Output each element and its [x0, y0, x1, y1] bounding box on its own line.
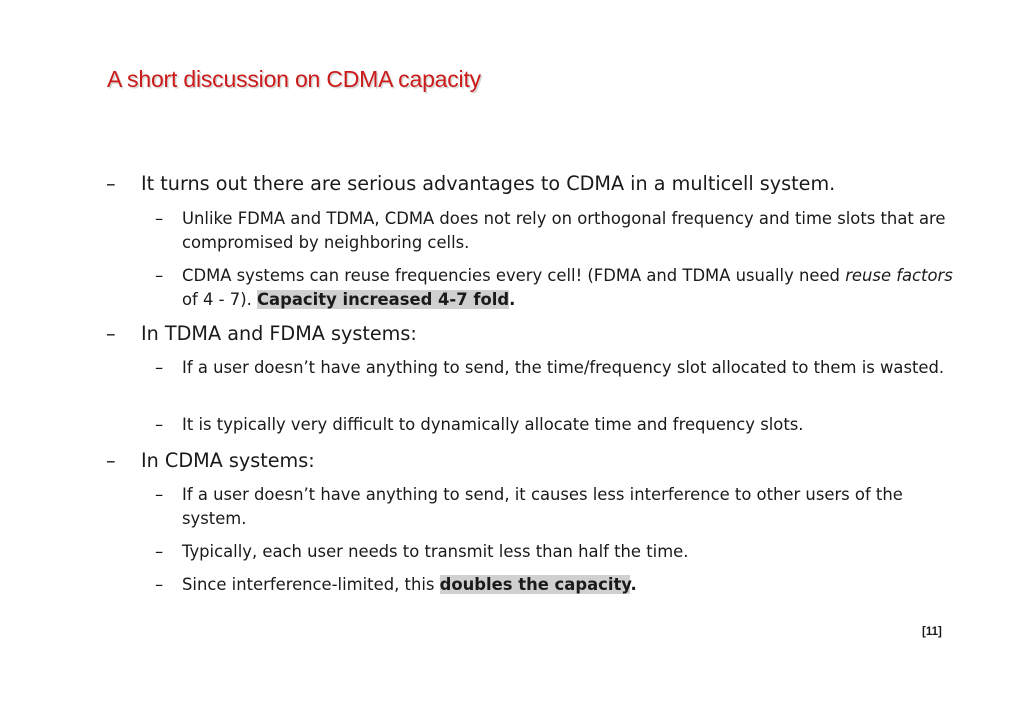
bullet-level2-wasted	[155, 356, 955, 380]
dash-marker: –	[106, 449, 116, 472]
dash-marker: –	[155, 266, 164, 285]
bullet-level2-difficult	[155, 413, 955, 437]
bullet-text	[182, 264, 955, 312]
bullet-text-part: .	[509, 290, 516, 309]
bullet-text: If a user doesn’t have anything to send, the time/frequency slot allocated to them is wasted.	[182, 358, 945, 377]
dash-marker: –	[155, 542, 164, 561]
slide-title: A short discussion on CDMA capacity	[107, 66, 481, 92]
bullet-text: Unlike FDMA and TDMA, CDMA does not rely on orthogonal frequency and time slots that are compromised by neighboring cells.	[182, 209, 946, 252]
bullet-text-part: CDMA systems can reuse frequencies every cell! (FDMA and TDMA usually need	[182, 266, 846, 285]
bullet-text	[182, 573, 955, 597]
bullet-text: Typically, each user needs to transmit less than half the time.	[182, 542, 689, 561]
bullet-text: It turns out there are serious advantages to CDMA in a multicell system.	[141, 172, 836, 195]
bullet-text: It is typically very difficult to dynamically allocate time and frequency slots.	[182, 415, 804, 434]
bullet-text-part: .	[630, 575, 637, 594]
page-reference: [11]	[922, 626, 942, 638]
dash-marker: –	[106, 172, 116, 195]
bullet-text: If a user doesn’t have anything to send, it causes less interference to other users of the system.	[182, 485, 903, 528]
dash-marker: –	[155, 209, 164, 228]
highlight-capacity: Capacity increased 4-7 fold	[257, 290, 510, 309]
dash-marker: –	[155, 358, 164, 377]
dash-marker: –	[155, 575, 164, 594]
bullet-text: In TDMA and FDMA systems:	[141, 322, 417, 345]
highlight-doubles-capacity: doubles the capacity	[439, 575, 631, 594]
dash-marker: –	[155, 485, 164, 504]
bullet-level2-doubles	[155, 573, 955, 597]
bullet-level2-half-time	[155, 540, 955, 564]
bullet-level2-orthogonal	[155, 207, 955, 255]
bullet-level2-reuse	[155, 264, 955, 312]
dash-marker: –	[155, 415, 164, 434]
bullet-text-part: Since interference-limited, this	[182, 575, 440, 594]
dash-marker: –	[106, 322, 116, 345]
italic-term: reuse factors	[845, 266, 953, 285]
bullet-level2-interference	[155, 483, 955, 531]
bullet-text-part: of 4 - 7).	[182, 290, 258, 309]
bullet-text: In CDMA systems:	[141, 449, 315, 472]
